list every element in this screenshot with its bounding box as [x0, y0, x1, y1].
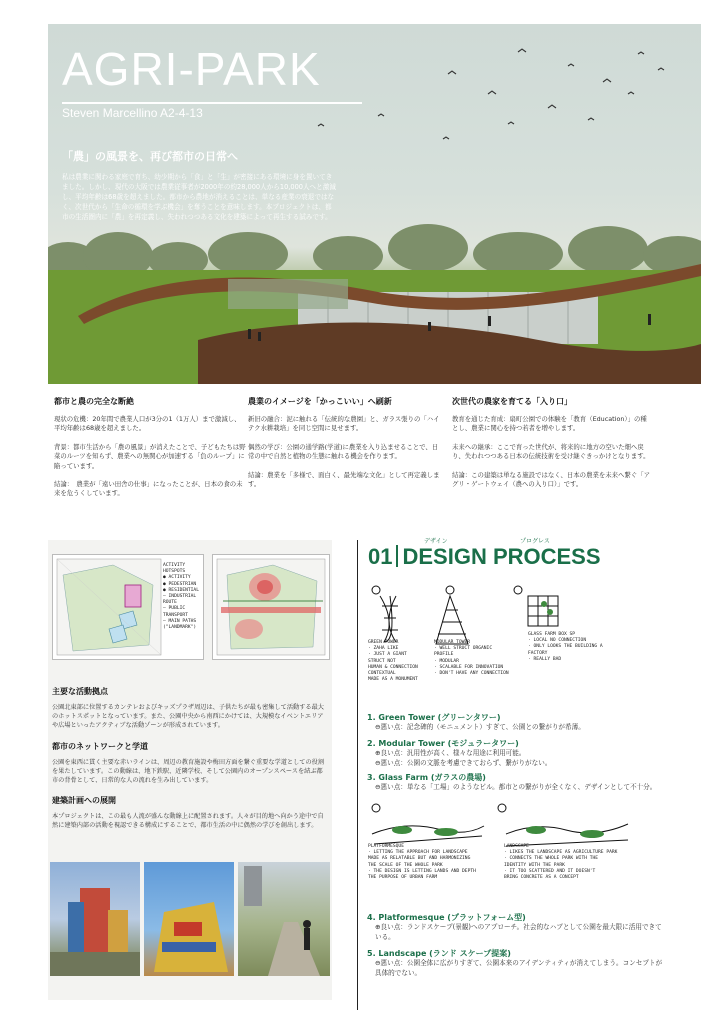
section-divider	[357, 540, 358, 1010]
author-name: Steven Marcellino A2-4-13	[62, 106, 203, 120]
sketch-note-line: THE PURPOSE OF URBAN FARM	[368, 875, 438, 881]
option-title: 1. Green Tower (グリーンタワー)	[367, 713, 501, 722]
option-platformesque	[367, 912, 667, 942]
legend-item: — MAIN PATHS ("LANDMARK")	[163, 618, 197, 631]
sketch-note-line: · LETTING THE APPROACH FOR LANDSCAPE	[368, 850, 468, 856]
sketch-note-line: BRING CONCRETE AS A CONCEPT	[504, 875, 579, 881]
column-paragraph: 結論： 農業が「遠い田舎の仕事」になったことが、日本の食の未来を危うくしています。	[54, 480, 243, 498]
design-process-heading	[368, 544, 601, 570]
column-paragraph: 背景：都市生活から「農の風景」が消えたことで、子どもたちは野菜のルーツを知らず、農業への無関心が加速する「負のループ」に陥っています。	[54, 442, 246, 470]
photo-playground	[144, 862, 234, 976]
sketch-note-line: · ZAHA LIKE	[368, 646, 399, 652]
column-paragraph: 現状の危機：20年間で農業人口が3分の1（1万人）まで激減し、平均年齢は68歳を超えました。	[54, 415, 241, 433]
legend-item: — PUBLIC TRANSPORT	[163, 606, 188, 618]
column-paragraph: 教育を通じた育成：扇町公園での体験を「教育（Education）」の種とし、農業に関心を持つ若者を増やします。	[452, 415, 647, 433]
ruby-process: プログレス	[520, 538, 550, 545]
option-desc: ⊕良い点：ランドスケープ(景観)へのアプローチ。社会的なハブとして公園を最大限に活用できている。	[375, 923, 662, 941]
site-map-activity	[52, 554, 204, 660]
photo-kids-plaza	[50, 862, 140, 976]
legend-item: ● RESIDENTIAL	[163, 587, 199, 593]
legend-item: — INDUSTRIAL ROUTE	[163, 594, 197, 606]
analysis-text	[52, 686, 328, 831]
option-desc: ⊕良い点：汎用性が高く、様々な用途に利用可能。	[375, 749, 526, 757]
sketch-note-line: GLASS FARM BOX SP	[528, 632, 576, 637]
project-title: AGRI-PARK	[62, 43, 321, 95]
option-desc: ⊖悪い点：記念碑的（モニュメント）すぎて、公園との繋がりが希薄。	[375, 723, 585, 731]
section-text: 公園北東部に位置するカンテレおよびキッズプラザ周辺は、子供たちが最も密集して活動する最大のホットスポットとなっています。また、公園中央から南西にかけては、大規模なイベントエリアや広場といったアクティブな活動ゾーンが形成されています。	[52, 704, 324, 730]
sketch-note-line: · ONLY LOOKS THE BUILDING A	[528, 644, 603, 650]
sketch-note-line: FACTORY	[528, 650, 548, 656]
site-map-network	[212, 554, 330, 660]
section-heading: 建築計画への展開	[52, 796, 116, 806]
column-disconnection	[54, 396, 246, 508]
tagline: 「農」の風景を、再び都市の日常へ	[62, 150, 238, 163]
sketch-note-line: · IT TOO SCATTERED AND IT DOESN'T	[504, 868, 596, 874]
sketch-note-line: · MODULAR	[434, 658, 459, 664]
sketch-note-line: · SCALABLE FOR INNOVATION	[434, 664, 504, 670]
sketch-note-line: MODULAR TOWER	[434, 640, 470, 645]
column-heading: 次世代の農家を育てる「入り口」	[452, 397, 572, 406]
hero-render	[48, 24, 701, 384]
column-heading: 農業のイメージを「かっこいい」へ刷新	[248, 397, 392, 406]
option-landscape	[367, 948, 667, 978]
section-title: DESIGN PROCESS	[402, 544, 601, 569]
sketch-note-modular	[434, 640, 524, 677]
section-text: 本プロジェクトは、この最も人流が盛んな動線上に配置されます。人々が目的地へ向かう途中で自然に建築内部の活動を視認できる構成にすることで、都市生活の中に偶然の学びを創出します。	[52, 813, 324, 830]
option-desc: ⊖悪い点：公園の文脈を考慮できておらず、繋がりがない。	[375, 758, 552, 767]
section-text: 公園を東西に貫く主要な赤いラインは、周辺の教育施設や梅田方面を繋ぐ重要な学道としての役割を果たしています。この動線は、地下鉄駅、近隣学校、そして公園内のオープンスペースを結ぶ都市の背骨として、日常的な人の流れを生み出しています。	[52, 758, 325, 785]
option-desc: ⊖悪い点：単なる「工場」のようなビル。都市との繋がりが全くなく、デザインとして不十分。	[375, 783, 657, 791]
option-glass-farm	[367, 772, 667, 793]
column-paragraph: 偶然の学び：公園の通学路(学道)に農業を入り込ませることで、日常の中で自然と植物の生態に触れる機会を作ります。	[248, 442, 439, 461]
sketch-note-line: HUMAN & CONNECTION	[368, 664, 418, 670]
section-number: 01	[368, 544, 393, 569]
sketch-note-line: CONTEXTUAL	[368, 671, 396, 677]
sketch-note-line: PROFILE	[434, 652, 454, 658]
option-title: 3. Glass Farm (ガラスの農場)	[367, 773, 486, 782]
sketch-note-line: MADE AS RELATABLE BUT AND HARMONIZING	[368, 856, 471, 862]
column-next-generation	[452, 396, 652, 498]
column-paragraph: 結論：農業を「多様で、面白く、最先端な文化」として再定義します。	[248, 470, 440, 489]
sketch-note-line: THE SCALE OF THE WHOLE PARK	[368, 862, 443, 868]
column-paragraph: 未来への継承：ここで育った世代が、将来的に地方の空いた畑へ戻り、失われつつある日本の伝統技術を受け継ぐきっかけとなります。	[452, 442, 650, 461]
option-title: 4. Platformesque (プラットフォーム型)	[367, 913, 526, 922]
legend-item: ● ACTIVITY	[163, 575, 191, 581]
birds-illustration	[318, 49, 664, 139]
option-green-tower	[367, 712, 667, 733]
title-underline	[62, 102, 362, 104]
sketch-note-landscape	[504, 844, 654, 881]
sketch-note-line: · REALLY BAD	[528, 656, 562, 662]
sketch-note-line: GREEN TOWER	[368, 640, 399, 645]
site-analysis-panel	[48, 540, 332, 1000]
photo-park-path	[238, 862, 330, 976]
option-desc: ⊖悪い点：公園全体に広がりすぎて、公園本来のアイデンティティが消えてしまう。コンセプトが具体的でない。	[375, 959, 663, 977]
column-image-refresh	[248, 396, 444, 498]
sketch-note-line: STRUCT NOT	[368, 658, 396, 664]
ruby-design: デザイン	[424, 538, 448, 545]
sketch-note-line: IDENTITY WITH THE PARK	[504, 862, 565, 868]
sketch-note-glass	[528, 632, 628, 663]
option-title: 5. Landscape (ランド スケープ提案)	[367, 949, 511, 958]
sketch-note-line: · WELL STRUCT ORGANIC	[434, 646, 493, 652]
sketch-note-line: · LIKES THE LANDSCAPE AS AGRICULTURE PARK	[504, 850, 618, 856]
sketch-note-line: · THE DESIGN IS LETTING LANDS AND DEPTH	[368, 868, 476, 874]
sketch-note-line: · DON'T HAVE ANY CONNECTION	[434, 671, 509, 677]
sketch-note-line: PLATFORMESQUE	[368, 844, 404, 849]
option-modular-tower	[367, 738, 667, 768]
legend-item: ACTIVITY HOTSPOTS	[163, 563, 186, 575]
section-heading: 主要な活動拠点	[52, 687, 108, 696]
legend-item: ● PEDESTRIAN	[163, 581, 197, 587]
intro-text: 私は農業に関わる家庭で育ち、幼少期から「食」と「生」が密接にある環境に身を置いてきました。しかし、現代の大阪では農業従事者が2000年の約28,000人から10,000人へと激減し、平均年齢は68歳を超えました。都市から農地が消えることは、単なる産業の衰退ではなく、次世代から「生命の循環を学ぶ機会」を奪うことを意味します。本プロジェクトは、都市の生活圏内に「農」を再定義し、失われつつある文化を建築によって再生する試みです。	[62, 173, 336, 221]
column-paragraph: 新旧の融合：泥に触れる「伝統的な農園」と、ガラス張りの「ハイテク水耕栽培」を同じ空間に見せます。	[248, 415, 440, 433]
heading-bar	[396, 545, 398, 567]
section-heading: 都市のネットワークと学道	[52, 741, 148, 751]
sketch-note-line: · JUST A GIANT	[368, 652, 407, 658]
option-title: 2. Modular Tower (モジュラータワー)	[367, 739, 519, 748]
column-heading: 都市と農の完全な断絶	[54, 397, 134, 406]
sketch-note-platform	[368, 844, 498, 881]
sketch-note-line: · LOCAL NO CONNECTION	[528, 638, 587, 644]
column-paragraph: 結論：この建築は単なる施設ではなく、日本の農業を未来へ繋ぐ「アグリ・ゲートウェイ（農への入り口）」です。	[452, 470, 650, 489]
sketch-note-line: LANDSCAPE	[504, 844, 529, 849]
sketch-note-line: MADE AS A MONUMENT	[368, 677, 418, 683]
sketch-note-line: · CONNECTS THE WHOLE PARK WITH THE	[504, 856, 599, 862]
